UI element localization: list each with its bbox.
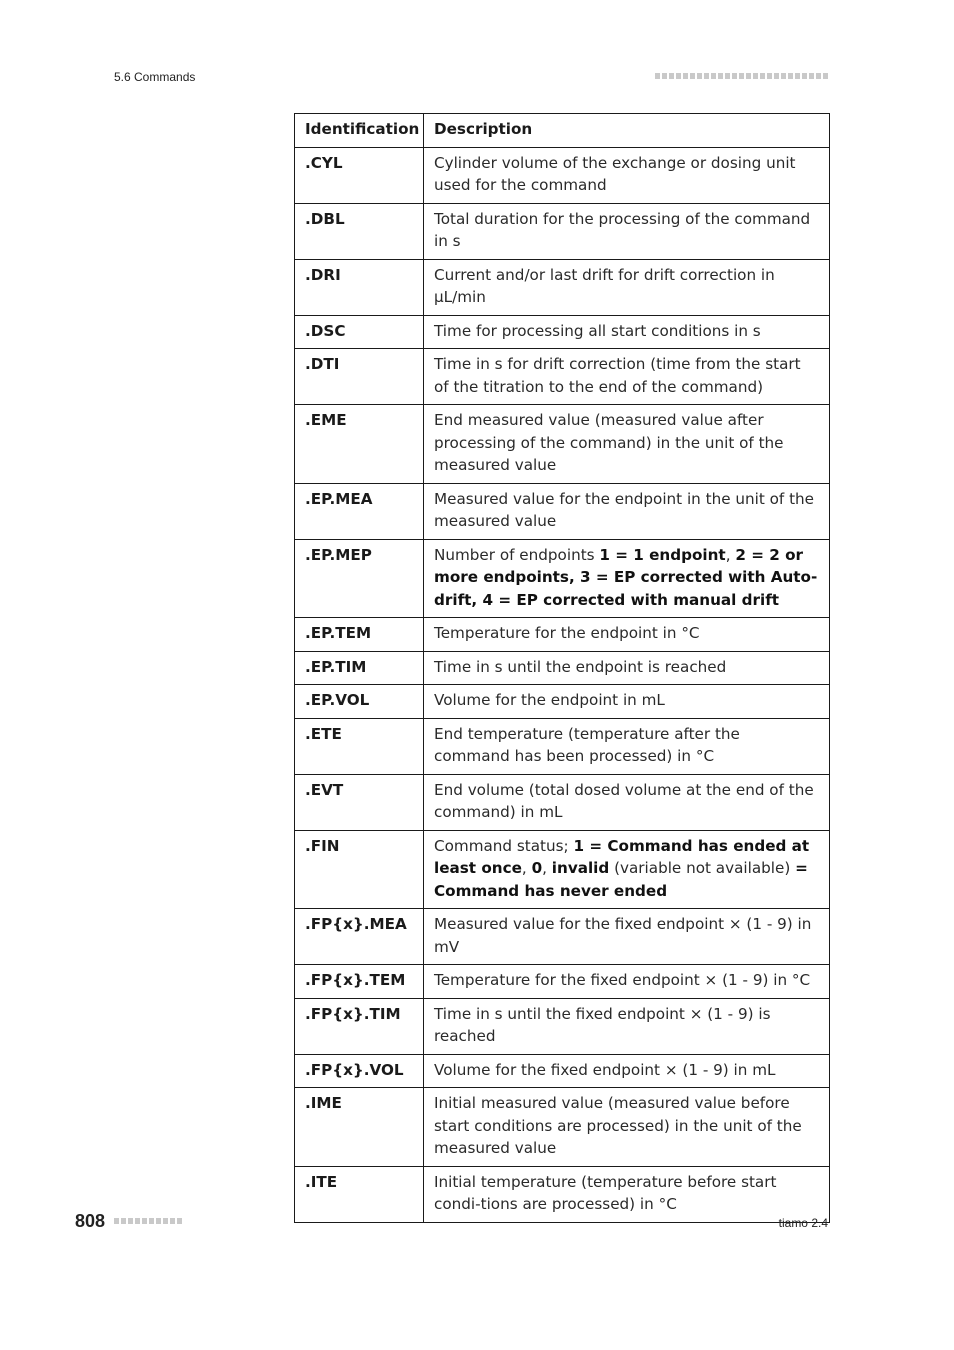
row-description xyxy=(424,965,830,999)
description-text: Temperature for the endpoint in °C xyxy=(434,624,700,642)
row-identification: .EVT xyxy=(295,774,424,830)
row-identification: .DBL xyxy=(295,203,424,259)
description-bold-text: 0 xyxy=(531,859,543,877)
table-row xyxy=(295,483,830,539)
description-text: Time for processing all start conditions in s xyxy=(434,321,761,340)
row-description xyxy=(424,483,830,539)
table-row xyxy=(295,618,830,652)
row-identification: .IME xyxy=(295,1088,424,1167)
table-row xyxy=(295,718,830,774)
row-identification: .EP.MEP xyxy=(295,539,424,618)
table-row xyxy=(295,909,830,965)
table-row xyxy=(295,651,830,685)
page-number: 808 xyxy=(75,1211,106,1231)
table-row xyxy=(295,1088,830,1167)
row-description xyxy=(424,203,830,259)
table-row xyxy=(295,147,830,203)
description-text: Temperature for the fixed endpoint × (1 - 9) in °C xyxy=(434,971,811,989)
description-text: Time in s for drift correction (time from the start of the titration to the end of the command) xyxy=(434,355,801,396)
row-identification: .ITE xyxy=(295,1166,424,1222)
description-text: End volume (total dosed volume at the end of the command) in mL xyxy=(434,780,814,821)
row-description xyxy=(424,315,830,349)
table-row xyxy=(295,203,830,259)
table-row xyxy=(295,830,830,909)
row-description xyxy=(424,1054,830,1088)
row-identification: .ETE xyxy=(295,718,424,774)
row-identification: .FP{x}.TIM xyxy=(295,998,424,1054)
column-header-description: Description xyxy=(424,114,830,148)
description-text: , xyxy=(521,859,532,877)
description-bold-text: 1 = 1 endpoint xyxy=(599,545,726,564)
description-text: Volume for the endpoint in mL xyxy=(434,691,665,709)
row-identification: .FP{x}.TEM xyxy=(295,965,424,999)
description-text: Initial measured value (measured value before start conditions are processed) in the unit of the measured value xyxy=(434,1094,802,1157)
description-text: Measured value for the endpoint in the unit of the measured value xyxy=(434,489,815,530)
row-description xyxy=(424,1088,830,1167)
description-bold-text: invalid xyxy=(551,859,610,877)
row-description xyxy=(424,685,830,719)
row-description xyxy=(424,1166,830,1222)
row-identification: .CYL xyxy=(295,147,424,203)
table-row xyxy=(295,1054,830,1088)
row-identification: .FIN xyxy=(295,830,424,909)
description-text: Command status; xyxy=(434,836,574,855)
description-bold-text: 2 = 2 or more endpoints, 3 = EP corrected with Auto-drift, 4 = EP corrected with manual drift xyxy=(434,545,818,609)
row-identification: .EME xyxy=(295,405,424,484)
description-text: , xyxy=(542,859,552,877)
row-identification: .EP.TIM xyxy=(295,651,424,685)
footer-dot-strip xyxy=(114,1218,182,1224)
description-bold-text: = Command has never ended xyxy=(434,859,808,900)
description-text: End temperature (temperature after the command has been processed) in °C xyxy=(434,724,740,765)
row-identification: .FP{x}.MEA xyxy=(295,909,424,965)
row-identification: .DRI xyxy=(295,259,424,315)
row-description xyxy=(424,349,830,405)
row-identification: .DTI xyxy=(295,349,424,405)
row-description xyxy=(424,147,830,203)
description-text: Time in s until the endpoint is reached xyxy=(434,657,727,676)
table-row xyxy=(295,349,830,405)
description-text: (variable not available) xyxy=(609,859,796,877)
row-description xyxy=(424,774,830,830)
header-dot-strip xyxy=(655,73,828,79)
description-text: Time in s until the fixed endpoint × (1 - 9) is reached xyxy=(434,1004,771,1045)
column-header-identification: Identification xyxy=(295,114,424,148)
row-description xyxy=(424,909,830,965)
row-description xyxy=(424,830,830,909)
description-text: , xyxy=(725,545,736,564)
description-text: Measured value for the fixed endpoint × (1 - 9) in mV xyxy=(434,915,812,956)
row-description xyxy=(424,718,830,774)
table-body xyxy=(295,147,830,1222)
row-description xyxy=(424,405,830,484)
description-text: Initial temperature (temperature before start condi-tions are processed) in °C xyxy=(434,1172,777,1213)
table-row xyxy=(295,774,830,830)
table-row xyxy=(295,685,830,719)
description-text: Current and/or last drift for drift correction in µL/min xyxy=(434,265,775,306)
table-row xyxy=(295,405,830,484)
table-header-row xyxy=(295,114,830,148)
row-description xyxy=(424,259,830,315)
row-description xyxy=(424,998,830,1054)
table-row xyxy=(295,539,830,618)
commands-table xyxy=(294,113,830,1223)
row-identification: .EP.VOL xyxy=(295,685,424,719)
table-row xyxy=(295,259,830,315)
section-header: 5.6 Commands xyxy=(114,70,196,84)
description-text: Number of endpoints xyxy=(434,545,600,564)
product-version: tiamo 2.4 xyxy=(778,1216,828,1230)
table-row xyxy=(295,1166,830,1222)
row-description xyxy=(424,618,830,652)
table-row xyxy=(295,315,830,349)
row-identification: .DSC xyxy=(295,315,424,349)
description-text: Volume for the fixed endpoint × (1 - 9) in mL xyxy=(434,1060,776,1079)
description-text: End measured value (measured value after processing of the command) in the unit of the measured value xyxy=(434,411,784,474)
description-text: Total duration for the processing of the command in s xyxy=(434,209,811,250)
row-identification: .EP.MEA xyxy=(295,483,424,539)
description-text: Cylinder volume of the exchange or dosing unit used for the command xyxy=(434,153,796,194)
row-description xyxy=(424,651,830,685)
row-identification: .FP{x}.VOL xyxy=(295,1054,424,1088)
table-row xyxy=(295,965,830,999)
description-bold-text: 1 = Command has ended at least once xyxy=(434,836,810,877)
row-description xyxy=(424,539,830,618)
table-row xyxy=(295,998,830,1054)
row-identification: .EP.TEM xyxy=(295,618,424,652)
